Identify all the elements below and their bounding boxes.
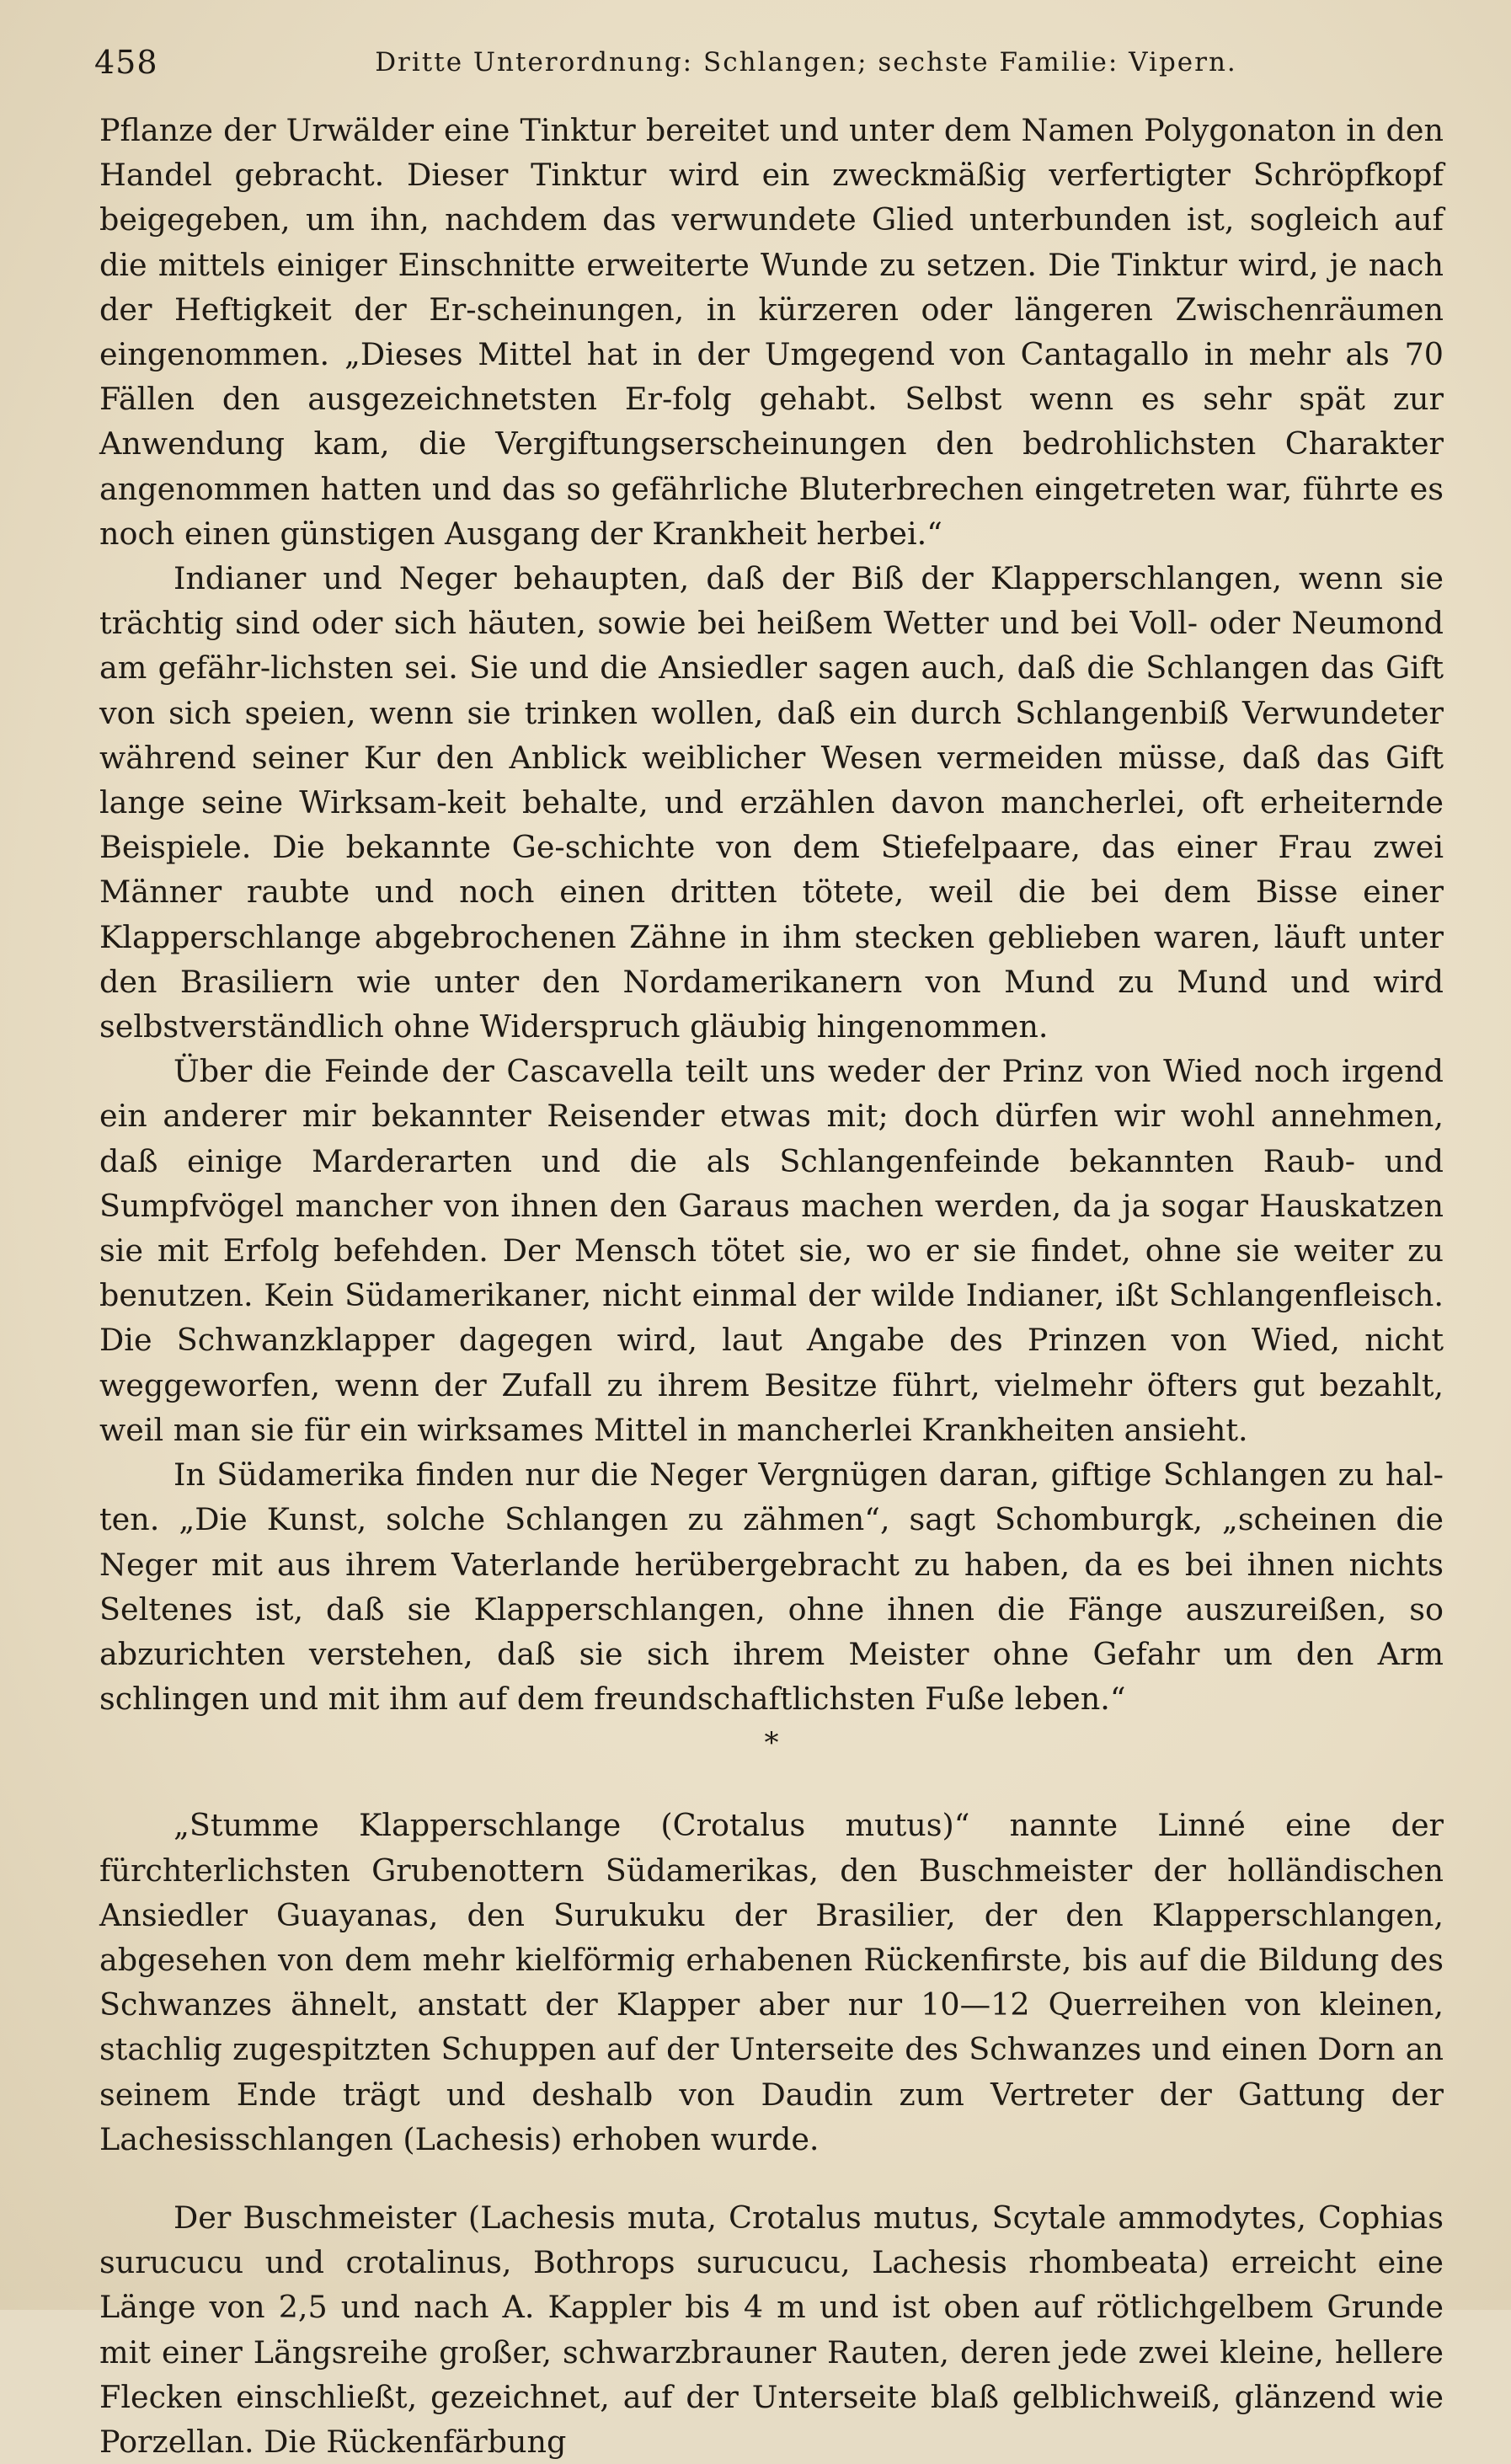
body-text: [99, 108, 1444, 2464]
paragraph: „Stumme Klapperschlange (Crotalus mutus)“ nannte Linné eine der fürchterlichsten Grubenottern Südamerikas, den Buschmeister der holländischen Ansiedler Guayanas, den Surukuku der Brasilier, der den Klapperschlangen, abgesehen von dem mehr kielförmig erhabenen Rückenfirste, bis auf die Bildung des Schwanzes ähnelt, anstatt der Klapper aber nur 10—12 Querreihen von kleinen, stachlig zugespitzten Schuppen auf der Unterseite des Schwanzes und einen Dorn an seinem Ende trägt und deshalb von Daudin zum Vertreter der Gattung der Lachesisschlangen (Lachesis) erhoben wurde.: [99, 1807, 1444, 2157]
running-head: Dritte Unterordnung: Schlangen; sechste Familie: Vipern.: [375, 47, 1237, 78]
paragraph-gap: [99, 2162, 1444, 2195]
paragraph: Der Buschmeister (Lachesis muta, Crotalus mutus, Scytale ammodytes, Cophias surucucu und crotalinus, Bothrops surucucu, Lachesis rhombeata) erreicht eine Länge von 2,5 und nach A. Kappler bis 4 m und ist oben auf rötlichgelbem Grunde mit einer Längsreihe großer, schwarzbrauner Rauten, deren jede zwei kleine, hellere Flecken einschließt, gezeichnet, auf der Unterseite blaß gelblichweiß, glänzend wie Porzellan. Die Rückenfärbung: [99, 2199, 1444, 2460]
page-number: 458: [94, 44, 158, 81]
section-separator: *: [764, 1726, 779, 1761]
paragraph: In Südamerika finden nur die Neger Vergnügen daran, giftige Schlangen zu hal-ten. „Die Kunst, solche Schlangen zu zähmen“, sagt Schomburgk, „scheinen die Neger mit aus ihrem Vaterlande herübergebracht zu haben, da es bei ihnen nichts Seltenes ist, daß sie Klapperschlangen, ohne ihnen die Fänge auszureißen, so abzurichten verstehen, daß sie sich ihrem Meister ohne Gefahr um den Arm schlingen und mit ihm auf dem freundschaftlichsten Fuße leben.“: [99, 1456, 1444, 1718]
paragraph: Über die Feinde der Cascavella teilt uns weder der Prinz von Wied noch irgend ein anderer mir bekannter Reisender etwas mit; doch dürfen wir wohl annehmen, daß einige Marderarten und die als Schlangenfeinde bekannten Raub- und Sumpfvögel mancher von ihnen den Garaus machen werden, da ja sogar Hauskatzen sie mit Erfolg befehden. Der Mensch tötet sie, wo er sie findet, ohne sie weiter zu benutzen. Kein Südamerikaner, nicht einmal der wilde Indianer, ißt Schlangenfleisch. Die Schwanzklapper dagegen wird, laut Angabe des Prinzen von Wied, nicht weggeworfen, wenn der Zufall zu ihrem Besitze führt, vielmehr öfters gut bezahlt, weil man sie für ein wirksames Mittel in mancherlei Krankheiten ansieht.: [99, 1053, 1444, 1448]
paragraph: Pflanze der Urwälder eine Tinktur bereitet und unter dem Namen Polygonaton in den Handel gebracht. Dieser Tinktur wird ein zweckmäßig verfertigter Schröpfkopf beigegeben, um ihn, nachdem das verwundete Glied unterbunden ist, sogleich auf die mittels einiger Einschnitte erweiterte Wunde zu setzen. Die Tinktur wird, je nach der Heftigkeit der Er-scheinungen, in kürzeren oder längeren Zwischenräumen eingenommen. „Dieses Mittel hat in der Umgegend von Cantagallo in mehr als 70 Fällen den ausgezeichnetsten Er-folg gehabt. Selbst wenn es sehr spät zur Anwendung kam, die Vergiftungserscheinungen den bedrohlichsten Charakter angenommen hatten und das so gefährliche Bluterbrechen eingetreten war, führte es noch einen günstigen Ausgang der Krankheit herbei.“: [99, 112, 1444, 552]
page-header: [94, 44, 1417, 94]
paragraph: Indianer und Neger behaupten, daß der Biß der Klapperschlangen, wenn sie trächtig sind oder sich häuten, sowie bei heißem Wetter und bei Voll- oder Neumond am gefähr-lichsten sei. Sie und die Ansiedler sagen auch, daß die Schlangen das Gift von sich speien, wenn sie trinken wollen, daß ein durch Schlangenbiß Verwundeter während seiner Kur den Anblick weiblicher Wesen vermeiden müsse, daß das Gift lange seine Wirksam-keit behalte, und erzählen davon mancherlei, oft erheiternde Beispiele. Die bekannte Ge-schichte von dem Stiefelpaare, das einer Frau zwei Männer raubte und noch einen dritten tötete, weil die bei dem Bisse einer Klapperschlange abgebrochenen Zähne in ihm stecken geblieben waren, läuft unter den Brasiliern wie unter den Nordamerikanern von Mund zu Mund und wird selbstverständlich ohne Widerspruch gläubig hingenommen.: [99, 560, 1444, 1045]
